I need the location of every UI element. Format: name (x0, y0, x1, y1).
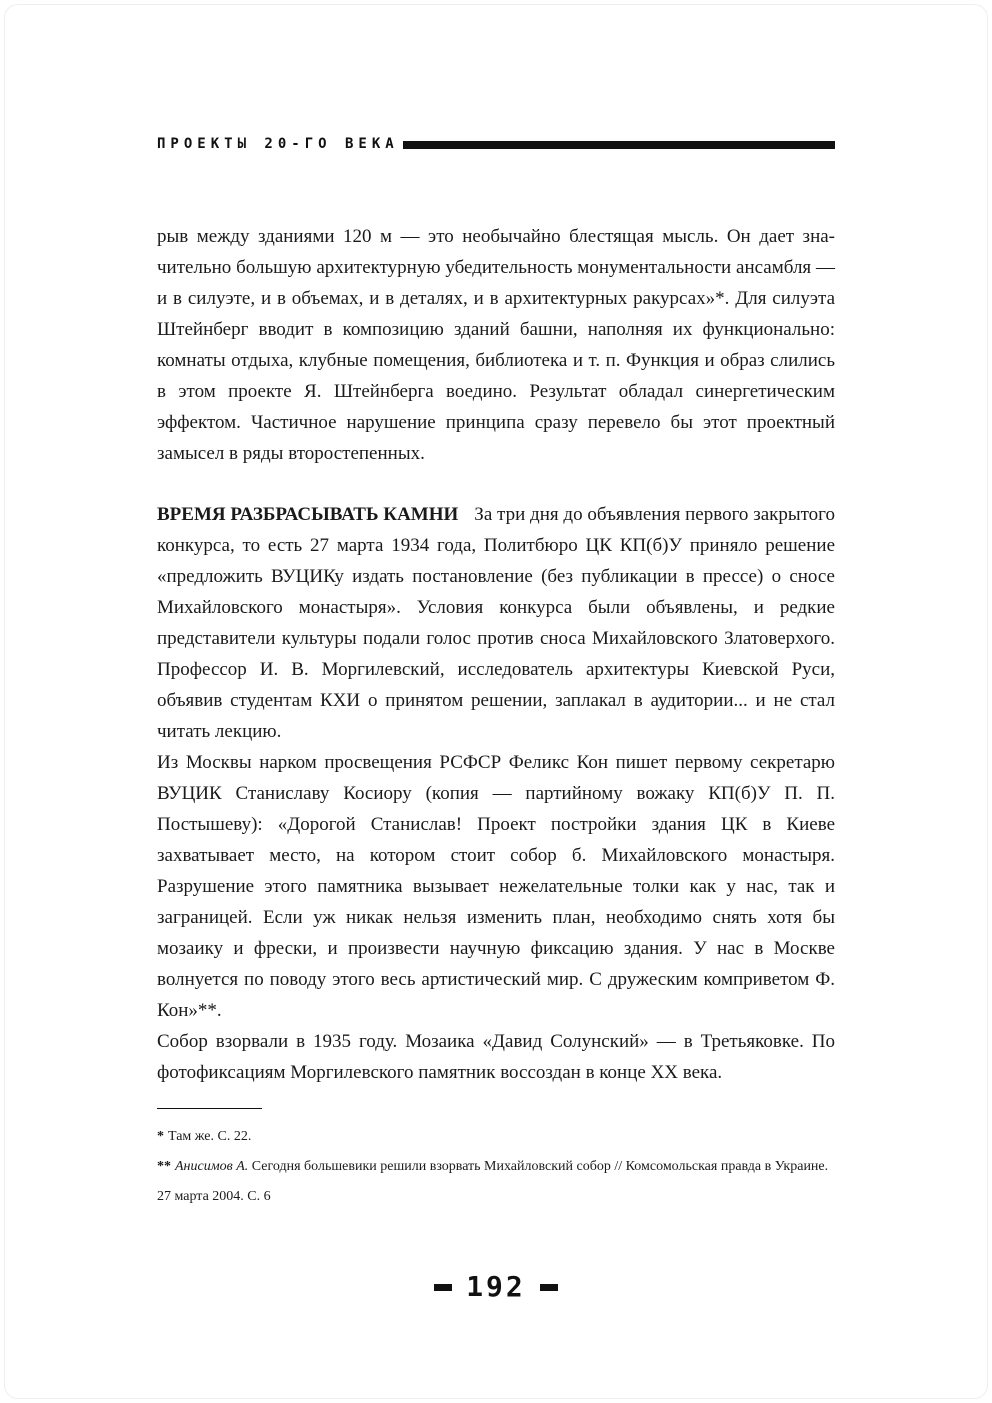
footnotes (157, 1122, 835, 1212)
running-header (157, 134, 835, 154)
section-paragraph-text: За три дня до объявления первого закрытого конкурса, то есть 27 марта 1934 года, Политбюро ЦК КП(б)У приняло решение «предложить ВУЦИКу издать постановление (без публикации в прессе) о сносе Михайловского монастыря». Условия конкурса были объявлены, и редкие представители культуры подали голос против сноса Михайловского Златоверхого. Профессор И. В. Моргилевский, исследователь архитектуры Киевской Руси, объявив студентам КХИ о принятом решении, заплакал в аудитории... и не стал читать лекцию. (157, 504, 836, 742)
header-title: ПРОЕКТЫ 20-ГО ВЕКА (157, 136, 399, 152)
header-rule (403, 141, 835, 149)
footnote-2 (157, 1152, 835, 1212)
section-heading: ВРЕМЯ РАЗБРАСЫВАТЬ КАМНИ (157, 504, 459, 525)
footnote-mark: ** (157, 1159, 171, 1174)
page-number-right-block (540, 1284, 558, 1291)
page-number-left-block (434, 1284, 452, 1291)
page-footer (0, 1271, 992, 1303)
section-paragraph-3: Собор взорвали в 1935 году. Мозаика «Давид Солунский» — в Третьяковке. По фотофиксациям Моргилевского памятник воссоздан в конце XX века. (157, 1031, 835, 1083)
page-number: 192 (466, 1270, 526, 1303)
footnote-author: Анисимов А. (175, 1159, 249, 1174)
footnote-1 (157, 1122, 835, 1152)
body-paragraph-1 (157, 221, 835, 469)
footnote-separator (157, 1108, 262, 1109)
section-time-to-scatter-stones (157, 499, 835, 1088)
section-paragraph-2: Из Москвы нарком просвещения РСФСР Феликс Кон пишет первому секретарю ВУЦИК Станиславу Косиору (копия — партийному вожаку КП(б)У П. П. Постышеву): «Дорогой Станислав! Проект постройки здания ЦК в Киеве захватывает место, на котором стоит собор б. Михайловского монастыря. Разрушение этого памятника вызывает нежелательные толки как у нас, так и заграницей. Если уж никак нельзя изменить план, необходимо снять хотя бы мозаику и фрески, и произвести научную фиксацию здания. У нас в Москве волнуется по поводу этого весь артистический мир. С дружеским комприветом Ф. Кон»**. (157, 752, 835, 1021)
paragraph-text: рыв между зданиями 120 м — это необычайно блестящая мысль. Он дает значительно большую архитектурную убедительность монументальности ансамбля — и в силуэте, и в объемах, и в деталях, и в архитектурных ракурсах»*. Для силуэта Штейнберг вводит в композицию зданий башни, наполняя их функционально: комнаты отдыха, клубные помещения, библиотека и т. п. Функция и образ слились в этом проекте Я. Штейнберга воедино. Результат обладал синергетическим эффектом. Частичное нарушение принципа сразу перевело бы этот проектный замысел в ряды второстепенных. (157, 226, 835, 464)
section-paragraph-1 (157, 499, 835, 747)
footnote-text: Сегодня большевики решили взорвать Михайловский собор // Комсомольская правда в Украине. 27 марта 2004. С. 6 (157, 1159, 829, 1204)
footnote-mark: * (157, 1129, 164, 1144)
footnote-text: Там же. С. 22. (168, 1129, 252, 1144)
